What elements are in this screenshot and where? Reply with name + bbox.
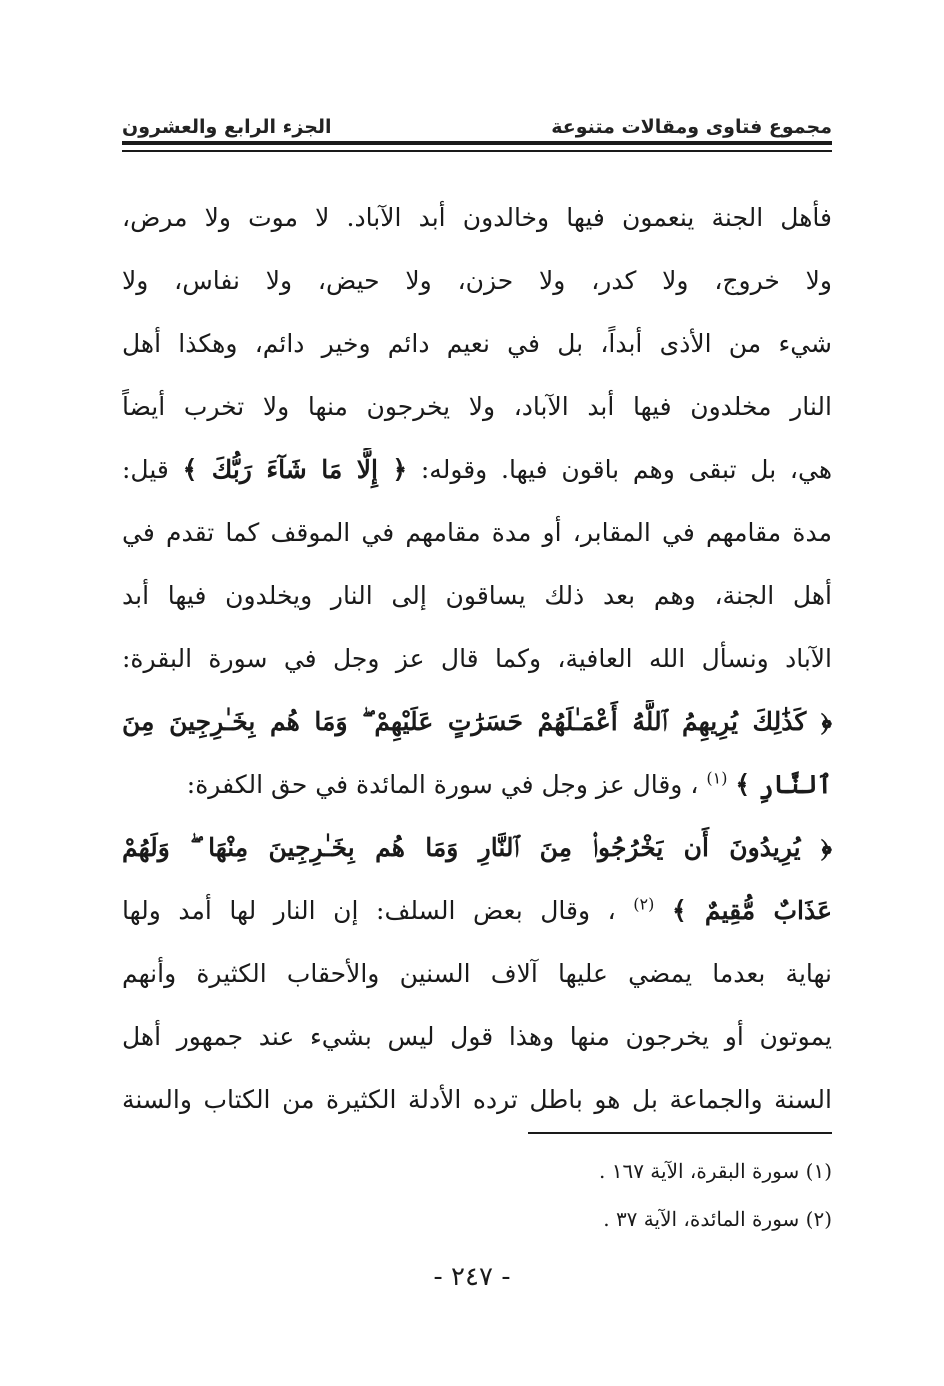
text-line: الآباد ونسأل الله العافية، وكما قال عز وجل في سورة البقرة:: [122, 644, 832, 673]
text-line: السنة والجماعة بل هو باطل ترده الأدلة الكثيرة من الكتاب والسنة: [122, 1085, 832, 1114]
quran-verse-line: ﴿ يُرِيدُونَ أَن يَخْرُجُوا۟ مِنَ ٱلنَّارِ وَمَا هُم بِخَـٰرِجِينَ مِنْهَا ۖ وَلَهُمْ: [122, 833, 832, 862]
text-line: ولا خروج، ولا كدر، ولا حزن، ولا حيض، ولا نفاس، ولا: [122, 266, 832, 295]
text-line: مدة مقامهم في المقابر، أو مدة مقامهم في الموقف كما تقدم في: [122, 518, 832, 547]
quran-verse-end: عَذَابٌ مُّقِيمٌ ﴾: [671, 896, 832, 925]
text-line: نهاية بعدما يمضي عليها آلاف السنين والأحقاب الكثيرة وأنهم: [122, 959, 832, 988]
header-rule-thick: [122, 141, 832, 145]
text-segment: هي، بل تبقى وهم باقون فيها. وقوله:: [420, 455, 832, 484]
text-line: فأهل الجنة ينعمون فيها وخالدون أبد الآباد. لا موت ولا مرض،: [122, 203, 832, 232]
text-line: [122, 448, 832, 511]
footnote-ref: (١): [706, 768, 728, 788]
quran-verse-end: ٱلنَّارِ ﴾: [735, 770, 832, 799]
footnote-rule: [528, 1132, 832, 1134]
footnote-1: (١) سورة البقرة، الآية ١٦٧ .: [599, 1159, 832, 1183]
text-segment: ، وقال بعض السلف: إن النار لها أمد ولها: [122, 896, 616, 925]
book-title: مجموع فتاوى ومقالات متنوعة: [551, 116, 832, 138]
quran-verse-line: ﴿ كَذَٰلِكَ يُرِيهِمُ ٱللَّهُ أَعْمَـٰلَهُمْ حَسَرَٰتٍ عَلَيْهِمْ ۖ وَمَا هُم بِخَـٰرِجِينَ مِنَ: [122, 707, 832, 736]
text-segment: ، وقال عز وجل في سورة المائدة في حق الكفرة:: [186, 770, 699, 799]
footnotes: [332, 1158, 832, 1254]
header-rule-thin: [122, 150, 832, 152]
footnote-ref: (٢): [633, 894, 655, 914]
text-line: أهل الجنة، وهم بعد ذلك يساقون إلى النار ويخلدون فيها أبد: [122, 581, 832, 610]
quran-verse-short: ﴿ إِلَّا مَا شَآءَ رَبُّكَ ﴾: [182, 455, 408, 484]
body-text: [122, 196, 832, 1141]
volume-label: الجزء الرابع والعشرون: [122, 116, 332, 138]
text-segment: قيل:: [122, 455, 169, 484]
text-line: [122, 763, 832, 826]
page-number: - ٢٤٧ -: [433, 1262, 511, 1292]
footnote-2: (٢) سورة المائدة، الآية ٣٧ .: [603, 1207, 832, 1231]
text-line: [122, 889, 832, 952]
text-line: يموتون أو يخرجون منها وهذا قول ليس بشيء عند جمهور أهل: [122, 1022, 832, 1051]
text-line: النار مخلدون فيها أبد الآباد، ولا يخرجون منها ولا تخرب أيضاً: [122, 392, 832, 421]
text-line: شيء من الأذى أبداً، بل في نعيم دائم وخير دائم، وهكذا أهل: [122, 329, 832, 358]
running-header: [122, 104, 832, 138]
